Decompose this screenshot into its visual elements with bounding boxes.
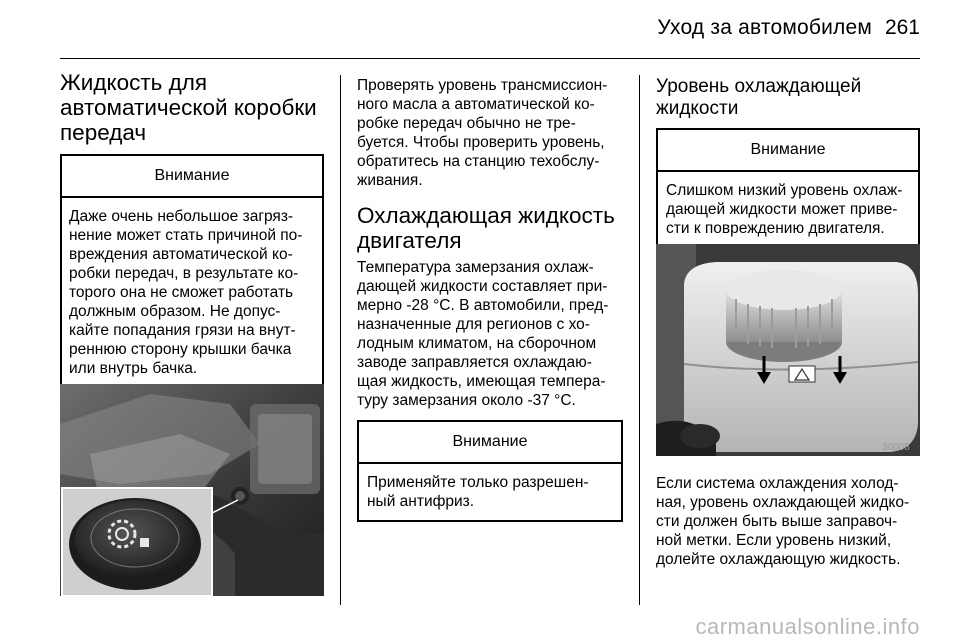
figure-code: 30008 — [882, 442, 910, 453]
heading-line: жидкости — [656, 98, 739, 119]
warning-line: нение может стать причиной по- — [69, 227, 303, 244]
engine-bay-illustration — [60, 384, 324, 596]
text-line: ная, уровень охлаждающей жидко- — [656, 494, 910, 511]
coolant-warning-icon — [789, 366, 815, 382]
column-divider-2 — [639, 75, 640, 605]
text-line: заводе заправляется охлаждаю- — [357, 354, 592, 371]
section-heading-coolant-level — [656, 76, 920, 120]
warning-title: Внимание — [62, 156, 322, 198]
section-heading-transmission-fluid — [60, 70, 324, 145]
text-line: дающей жидкости составляет при- — [357, 278, 608, 295]
text-line: туру замерзания около -37 °C. — [357, 392, 576, 409]
warning-line: вреждения автоматической ко- — [69, 246, 293, 263]
warning-box-antifreeze — [357, 420, 623, 522]
warning-line: или внутрь бачка. — [69, 360, 198, 377]
text-line: Если система охлаждения холод- — [656, 475, 899, 492]
warning-line: Применяйте только разрешен- — [367, 474, 589, 491]
coolant-freezing-paragraph — [357, 258, 623, 410]
text-line: лодным климатом, на сборочном — [357, 335, 597, 352]
text-line: буется. Чтобы проверить уровень, — [357, 134, 605, 151]
warning-line: сти к повреждению двигателя. — [666, 220, 885, 237]
text-line: обратитесь на станцию техобслу- — [357, 153, 600, 170]
warning-line: Слишком низкий уровень охлаж- — [666, 182, 903, 199]
warning-line: должным образом. Не допус- — [69, 303, 281, 320]
warning-line: реннюю сторону крышки бачка — [69, 341, 292, 358]
coolant-reservoir-illustration — [656, 244, 920, 456]
heading-line: автоматической коробки — [60, 95, 317, 120]
warning-line: ный антифриз. — [367, 493, 475, 510]
warning-box-low-coolant — [656, 128, 920, 249]
warning-line: дающей жидкости может приве- — [666, 201, 898, 218]
coolant-level-paragraph — [656, 474, 926, 569]
watermark: carmanualsonline.info — [695, 614, 920, 639]
page-number: 261 — [884, 16, 920, 39]
middle-column — [357, 70, 623, 522]
right-column — [656, 70, 920, 249]
running-header-title: Уход за автомобилем — [657, 16, 872, 39]
text-line: щая жидкость, имеющая темпера- — [357, 373, 606, 390]
header-rule — [60, 58, 920, 59]
text-line: сти должен быть выше заправоч- — [656, 513, 898, 530]
warning-line: робки передач, в результате ко- — [69, 265, 299, 282]
text-line: робке передач обычно не тре- — [357, 115, 576, 132]
warning-title: Внимание — [359, 422, 621, 464]
warning-line: торого она не сможет работать — [69, 284, 294, 301]
text-line: назначенные для регионов с хо- — [357, 316, 590, 333]
heading-line: двигателя — [357, 228, 462, 253]
warning-body — [359, 464, 621, 520]
column-divider-1 — [340, 75, 341, 605]
transmission-check-paragraph — [357, 76, 623, 190]
text-line: живания. — [357, 172, 423, 189]
engine-bay-photo — [60, 384, 324, 596]
warning-title: Внимание — [658, 130, 918, 172]
coolant-reservoir-photo — [656, 244, 920, 456]
warning-line: кайте попадания грязи на внут- — [69, 322, 296, 339]
heading-line: Охлаждающая жидкость — [357, 203, 615, 228]
text-line: Температура замерзания охлаж- — [357, 259, 594, 276]
heading-line: передач — [60, 120, 147, 145]
text-line: ной метки. Если уровень низкий, — [656, 532, 892, 549]
text-line: ного масла а автоматической ко- — [357, 96, 595, 113]
text-line: мерно -28 °C. В автомобили, пред- — [357, 297, 609, 314]
heading-line: Уровень охлаждающей — [656, 76, 862, 97]
left-column — [60, 70, 324, 388]
warning-body — [62, 198, 322, 386]
heading-line: Жидкость для — [60, 70, 208, 95]
text-line: долейте охлаждающую жидкость. — [656, 551, 901, 568]
warning-line: Даже очень небольшое загряз- — [69, 208, 294, 225]
section-heading-engine-coolant — [357, 203, 623, 253]
text-line: Проверять уровень трансмиссион- — [357, 77, 608, 94]
warning-body — [658, 172, 918, 247]
warning-box-transmission — [60, 154, 324, 388]
